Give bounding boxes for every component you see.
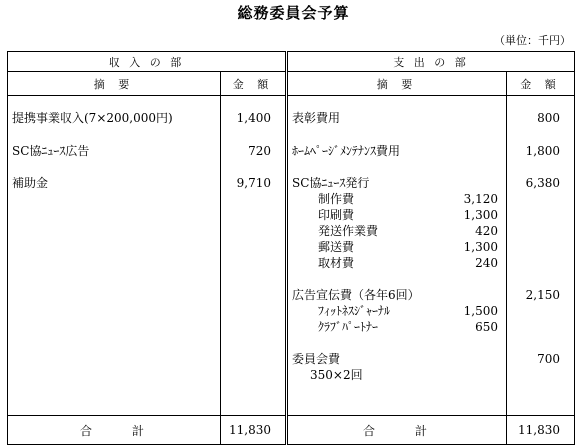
income-item-amount: 1,400 — [236, 111, 271, 125]
income-item-label: 提携事業収入(7×200,000円) — [12, 111, 173, 125]
income-amounts — [221, 96, 287, 416]
income-item-amount: 9,710 — [236, 176, 271, 190]
expense-subitem-amount: 1,300 — [463, 240, 498, 254]
income-amount-header: 金 額 — [221, 72, 287, 96]
expense-subitem-label: 発送作業費 — [318, 224, 379, 238]
expense-item-amount: 1,800 — [525, 144, 560, 158]
income-section-header: 収 入 の 部 — [8, 52, 287, 72]
expense-item-amount: 800 — [537, 111, 560, 125]
expense-item-label: 表彰費用 — [292, 111, 341, 125]
expense-subitem-amount: 240 — [475, 256, 498, 270]
expense-subitem-label: ﾌｨｯﾄﾈｽｼﾞｬｰﾅﾙ — [318, 304, 391, 318]
expense-subitem — [292, 207, 506, 223]
expense-total-amount: 11,830 — [507, 416, 575, 445]
expense-subitem — [292, 303, 506, 319]
expense-section-header: 支 出 の 部 — [287, 52, 575, 72]
expense-subitem — [292, 191, 506, 207]
expense-subitem-label: ｸﾗﾌﾞﾊﾟｰﾄﾅｰ — [318, 320, 379, 334]
expense-subitem — [292, 223, 506, 239]
expense-subitem — [292, 239, 506, 255]
income-item-label: SC協ﾆｭｰｽ広告 — [12, 144, 90, 158]
expense-subitem-amount: 1,500 — [463, 304, 498, 318]
expense-subitem-amount: 420 — [475, 224, 498, 238]
document-title: 総務委員会予算 — [237, 4, 350, 22]
expense-subitem-label: 制作費 — [318, 192, 355, 206]
expense-subitem-amount: 650 — [475, 320, 498, 334]
income-labels — [8, 96, 221, 416]
expense-subitem — [292, 319, 506, 335]
expense-subitem-label: 印刷費 — [318, 208, 355, 222]
expense-subitem-amount: 3,120 — [463, 192, 498, 206]
income-total-label: 合計 — [8, 416, 221, 445]
expense-item-amount: 2,150 — [525, 288, 560, 302]
expense-summary-header: 摘 要 — [287, 72, 507, 96]
expense-item-label: 広告宣伝費（各年6回） — [292, 288, 420, 302]
expense-total-label: 合計 — [287, 416, 507, 445]
expense-subitem-label: 郵送費 — [318, 240, 355, 254]
income-total-amount: 11,830 — [221, 416, 287, 445]
expense-amount-header: 金 額 — [507, 72, 575, 96]
income-item-amount: 720 — [248, 144, 271, 158]
income-summary-header: 摘 要 — [8, 72, 221, 96]
expense-subitem-label: 取材費 — [318, 256, 355, 270]
expense-item-label: ﾎｰﾑﾍﾟｰｼﾞﾒﾝﾃﾅﾝｽ費用 — [292, 144, 401, 158]
budget-table — [7, 51, 575, 445]
unit-label: （単位：千円） — [494, 34, 571, 47]
expense-subitem — [292, 255, 506, 271]
expense-labels — [287, 96, 507, 416]
expense-amounts — [507, 96, 575, 416]
expense-item-amount: 6,380 — [525, 176, 560, 190]
expense-subitem-amount: 1,300 — [463, 208, 498, 222]
expense-item-amount: 700 — [537, 352, 560, 366]
expense-item-label: SC協ﾆｭｰｽ発行 — [292, 176, 370, 190]
expense-item-label: 委員会費 — [292, 352, 341, 366]
income-item-label: 補助金 — [12, 176, 49, 190]
expense-item-note: 350×2回 — [310, 368, 363, 382]
